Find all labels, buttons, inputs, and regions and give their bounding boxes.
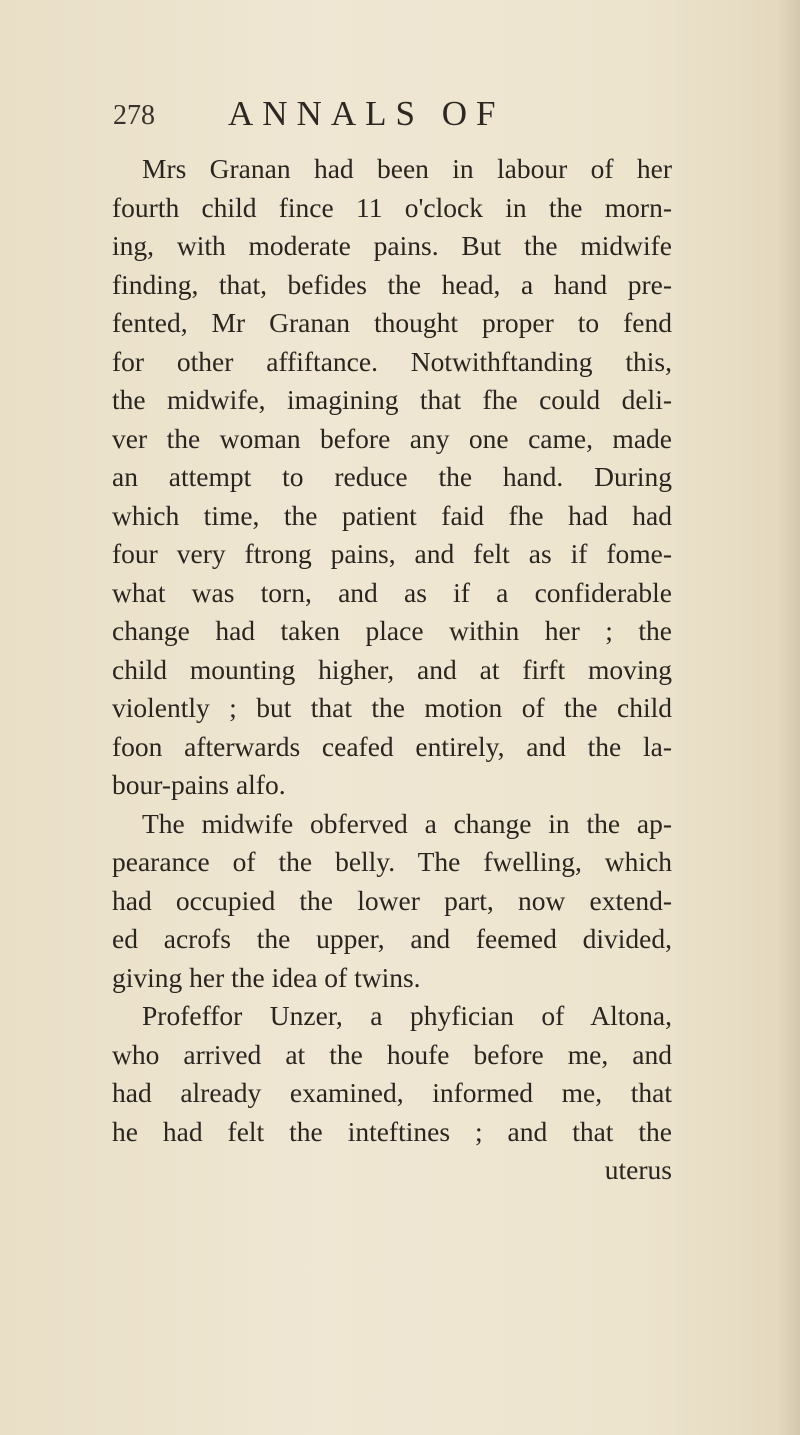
text-line: fourth child fince 11 o'clock in the morn- [112,191,672,223]
text-line: had already examined, informed me, that [112,1077,672,1108]
text-line: who arrived at the houfe before me, and [112,1038,672,1070]
text-line: fented, Mr Granan thought proper to fend [112,307,672,338]
text-line: The midwife obferved a change in the ap- [142,807,672,839]
text-line: he had felt the inteftines ; and that the [112,1115,672,1147]
body-text [112,150,672,1190]
text-line: giving her the idea of twins. [112,961,421,993]
text-line: child mounting higher, and at firft moving [112,653,672,685]
text-line: ed acrofs the upper, and feemed divided, [112,923,672,954]
page-edge-shadow [778,0,800,1435]
text-line: ver the woman before any one came, made [112,422,672,454]
text-line: for other affiftance. Notwithftanding this, [112,345,672,377]
catchword: uterus [604,1154,672,1185]
text-line: violently ; but that the motion of the child [112,692,672,723]
text-line: an attempt to reduce the hand. During [112,461,672,492]
text-line: bour-pains alfo. [112,769,286,800]
text-line: the midwife, imagining that fhe could deli- [112,384,672,415]
text-line: Mrs Granan had been in labour of her [142,153,672,184]
text-line: change had taken place within her ; the [112,615,672,646]
text-line: what was torn, and as if a confiderable [112,576,672,608]
text-line: finding, that, befides the head, a hand pre- [112,268,672,300]
page-number: 278 [113,100,155,131]
page-header [113,94,673,144]
text-line: four very ftrong pains, and felt as if fome- [112,538,672,569]
text-line: pearance of the belly. The fwelling, which [112,846,672,877]
text-line: foon afterwards ceafed entirely, and the la- [112,730,672,762]
text-line: Profeffor Unzer, a phyfician of Altona, [142,1000,672,1031]
text-line: had occupied the lower part, now extend- [112,884,672,916]
text-line: which time, the patient faid fhe had had [112,499,672,531]
running-head: ANNALS OF [228,94,505,133]
text-line: ing, with moderate pains. But the midwife [112,230,672,261]
